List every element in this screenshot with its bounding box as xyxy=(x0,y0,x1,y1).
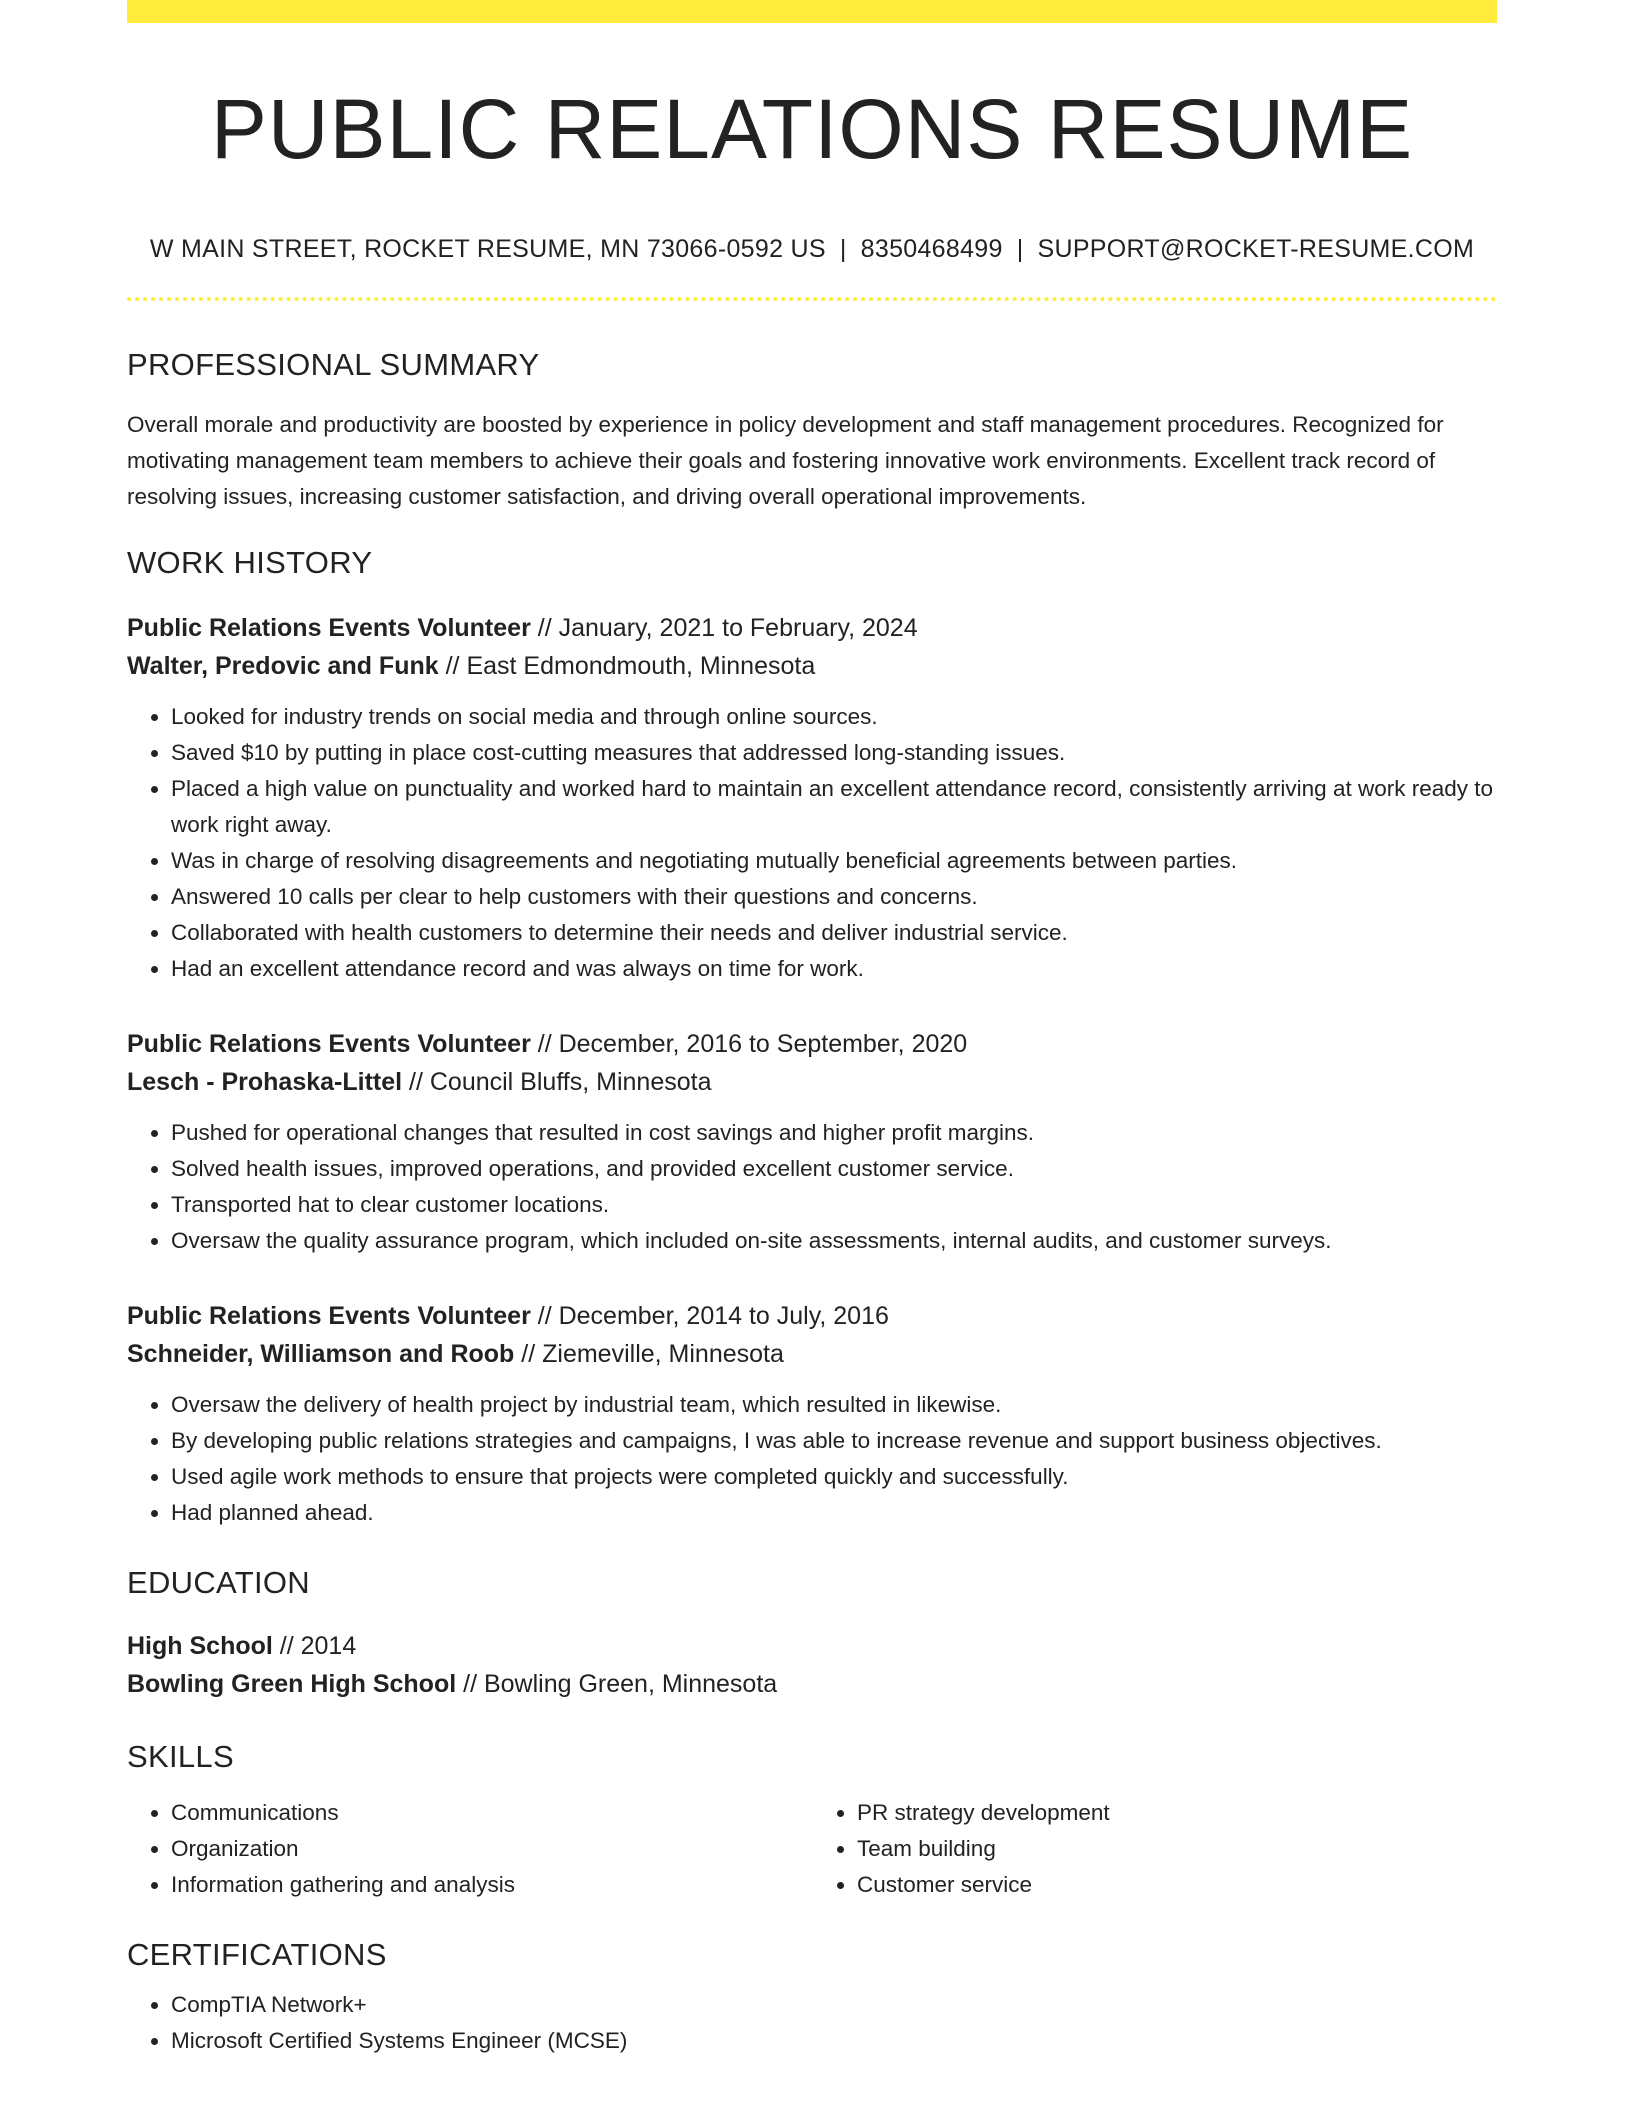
list-item: • Placed a high value on punctuality and worked hard to maintain an excellent attendance record, consistently arriving at work ready to work right away. xyxy=(171,771,1497,843)
skill-item: • Information gathering and analysis xyxy=(171,1867,811,1903)
education-school: Bowling Green High School xyxy=(127,1670,457,1699)
list-item: • Had planned ahead. xyxy=(171,1495,1497,1531)
job-title: Public Relations Events Volunteer xyxy=(127,1030,531,1059)
contact-separator: | xyxy=(839,235,847,264)
contact-separator: | xyxy=(1016,235,1024,264)
job-company-line xyxy=(127,1063,1497,1101)
list-item: • Saved $10 by putting in place cost-cutting measures that addressed long-standing issues. xyxy=(171,735,1497,771)
list-item: • Was in charge of resolving disagreements and negotiating mutually beneficial agreements between parties. xyxy=(171,843,1497,879)
job-title-line xyxy=(127,1297,1497,1335)
job-company-line xyxy=(127,1335,1497,1373)
skill-item: • Communications xyxy=(171,1795,811,1831)
job-location: // Ziemeville, Minnesota xyxy=(514,1340,784,1369)
list-item: • Answered 10 calls per clear to help customers with their questions and concerns. xyxy=(171,879,1497,915)
list-item: • Looked for industry trends on social media and through online sources. xyxy=(171,699,1497,735)
job-entry xyxy=(127,1297,1497,1531)
job-location: // East Edmondmouth, Minnesota xyxy=(438,652,816,681)
job-dates: // December, 2014 to July, 2016 xyxy=(530,1302,889,1331)
certifications-heading: CERTIFICATIONS xyxy=(127,1937,387,1973)
job-title-line xyxy=(127,609,1497,647)
job-bullets xyxy=(127,699,1497,987)
resume-title: PUBLIC RELATIONS RESUME xyxy=(210,82,1414,176)
job-dates: // January, 2021 to February, 2024 xyxy=(530,614,918,643)
job-company: Schneider, Williamson and Roob xyxy=(127,1340,515,1369)
job-company: Walter, Predovic and Funk xyxy=(127,652,439,681)
job-company-line xyxy=(127,647,1497,685)
certification-item: • Microsoft Certified Systems Engineer (MCSE) xyxy=(171,2023,1497,2059)
education-degree: High School xyxy=(127,1632,273,1661)
certifications-list xyxy=(127,1987,1497,2059)
contact-phone: 8350468499 xyxy=(860,235,1003,264)
job-title-line xyxy=(127,1025,1497,1063)
education-location: // Bowling Green, Minnesota xyxy=(456,1670,778,1699)
job-dates: // December, 2016 to September, 2020 xyxy=(530,1030,968,1059)
list-item: • Transported hat to clear customer locations. xyxy=(171,1187,1497,1223)
list-item: • Used agile work methods to ensure that projects were completed quickly and successfully. xyxy=(171,1459,1497,1495)
contact-line xyxy=(127,235,1497,264)
education-entry xyxy=(127,1627,1497,1703)
skills-grid xyxy=(127,1795,1497,1903)
work-history-heading: WORK HISTORY xyxy=(127,545,373,581)
skills-heading: SKILLS xyxy=(127,1739,234,1775)
education-school-line xyxy=(127,1665,1497,1703)
job-company: Lesch - Prohaska-Littel xyxy=(127,1068,403,1097)
job-bullets xyxy=(127,1387,1497,1531)
education-degree-line xyxy=(127,1627,1497,1665)
contact-email: SUPPORT@ROCKET-RESUME.COM xyxy=(1037,235,1475,264)
list-item: • By developing public relations strategies and campaigns, I was able to increase revenue and support business objectives. xyxy=(171,1423,1497,1459)
skill-item: • Organization xyxy=(171,1831,811,1867)
skill-item: • PR strategy development xyxy=(857,1795,1497,1831)
job-title: Public Relations Events Volunteer xyxy=(127,614,531,643)
summary-heading: PROFESSIONAL SUMMARY xyxy=(127,347,540,383)
skill-item: • Team building xyxy=(857,1831,1497,1867)
list-item: • Oversaw the quality assurance program, which included on-site assessments, internal audits, and customer surveys. xyxy=(171,1223,1497,1259)
job-bullets xyxy=(127,1115,1497,1259)
divider xyxy=(127,297,1497,301)
certification-item: • CompTIA Network+ xyxy=(171,1987,1497,2023)
job-entry xyxy=(127,609,1497,987)
education-heading: EDUCATION xyxy=(127,1565,310,1601)
list-item: • Oversaw the delivery of health project by industrial team, which resulted in likewise. xyxy=(171,1387,1497,1423)
job-title: Public Relations Events Volunteer xyxy=(127,1302,531,1331)
skills-column-left xyxy=(127,1795,811,1903)
list-item: • Solved health issues, improved operations, and provided excellent customer service. xyxy=(171,1151,1497,1187)
education-year: // 2014 xyxy=(272,1632,357,1661)
job-location: // Council Bluffs, Minnesota xyxy=(402,1068,712,1097)
list-item: • Had an excellent attendance record and was always on time for work. xyxy=(171,951,1497,987)
summary-text: Overall morale and productivity are boosted by experience in policy development and staff management procedures. Recognized for motivating management team members to achieve their goals and fostering innovative work environments. Excellent track record of resolving issues, increasing customer satisfaction, and driving overall operational improvements. xyxy=(127,412,1444,510)
list-item: • Collaborated with health customers to determine their needs and deliver industrial service. xyxy=(171,915,1497,951)
skills-column-right xyxy=(811,1795,1497,1903)
resume-page xyxy=(127,0,1497,2059)
job-entry xyxy=(127,1025,1497,1259)
skill-item: • Customer service xyxy=(857,1867,1497,1903)
accent-bar xyxy=(127,0,1497,23)
list-item: • Pushed for operational changes that resulted in cost savings and higher profit margins. xyxy=(171,1115,1497,1151)
contact-address: W MAIN STREET, ROCKET RESUME, MN 73066-0592 US xyxy=(149,235,826,264)
